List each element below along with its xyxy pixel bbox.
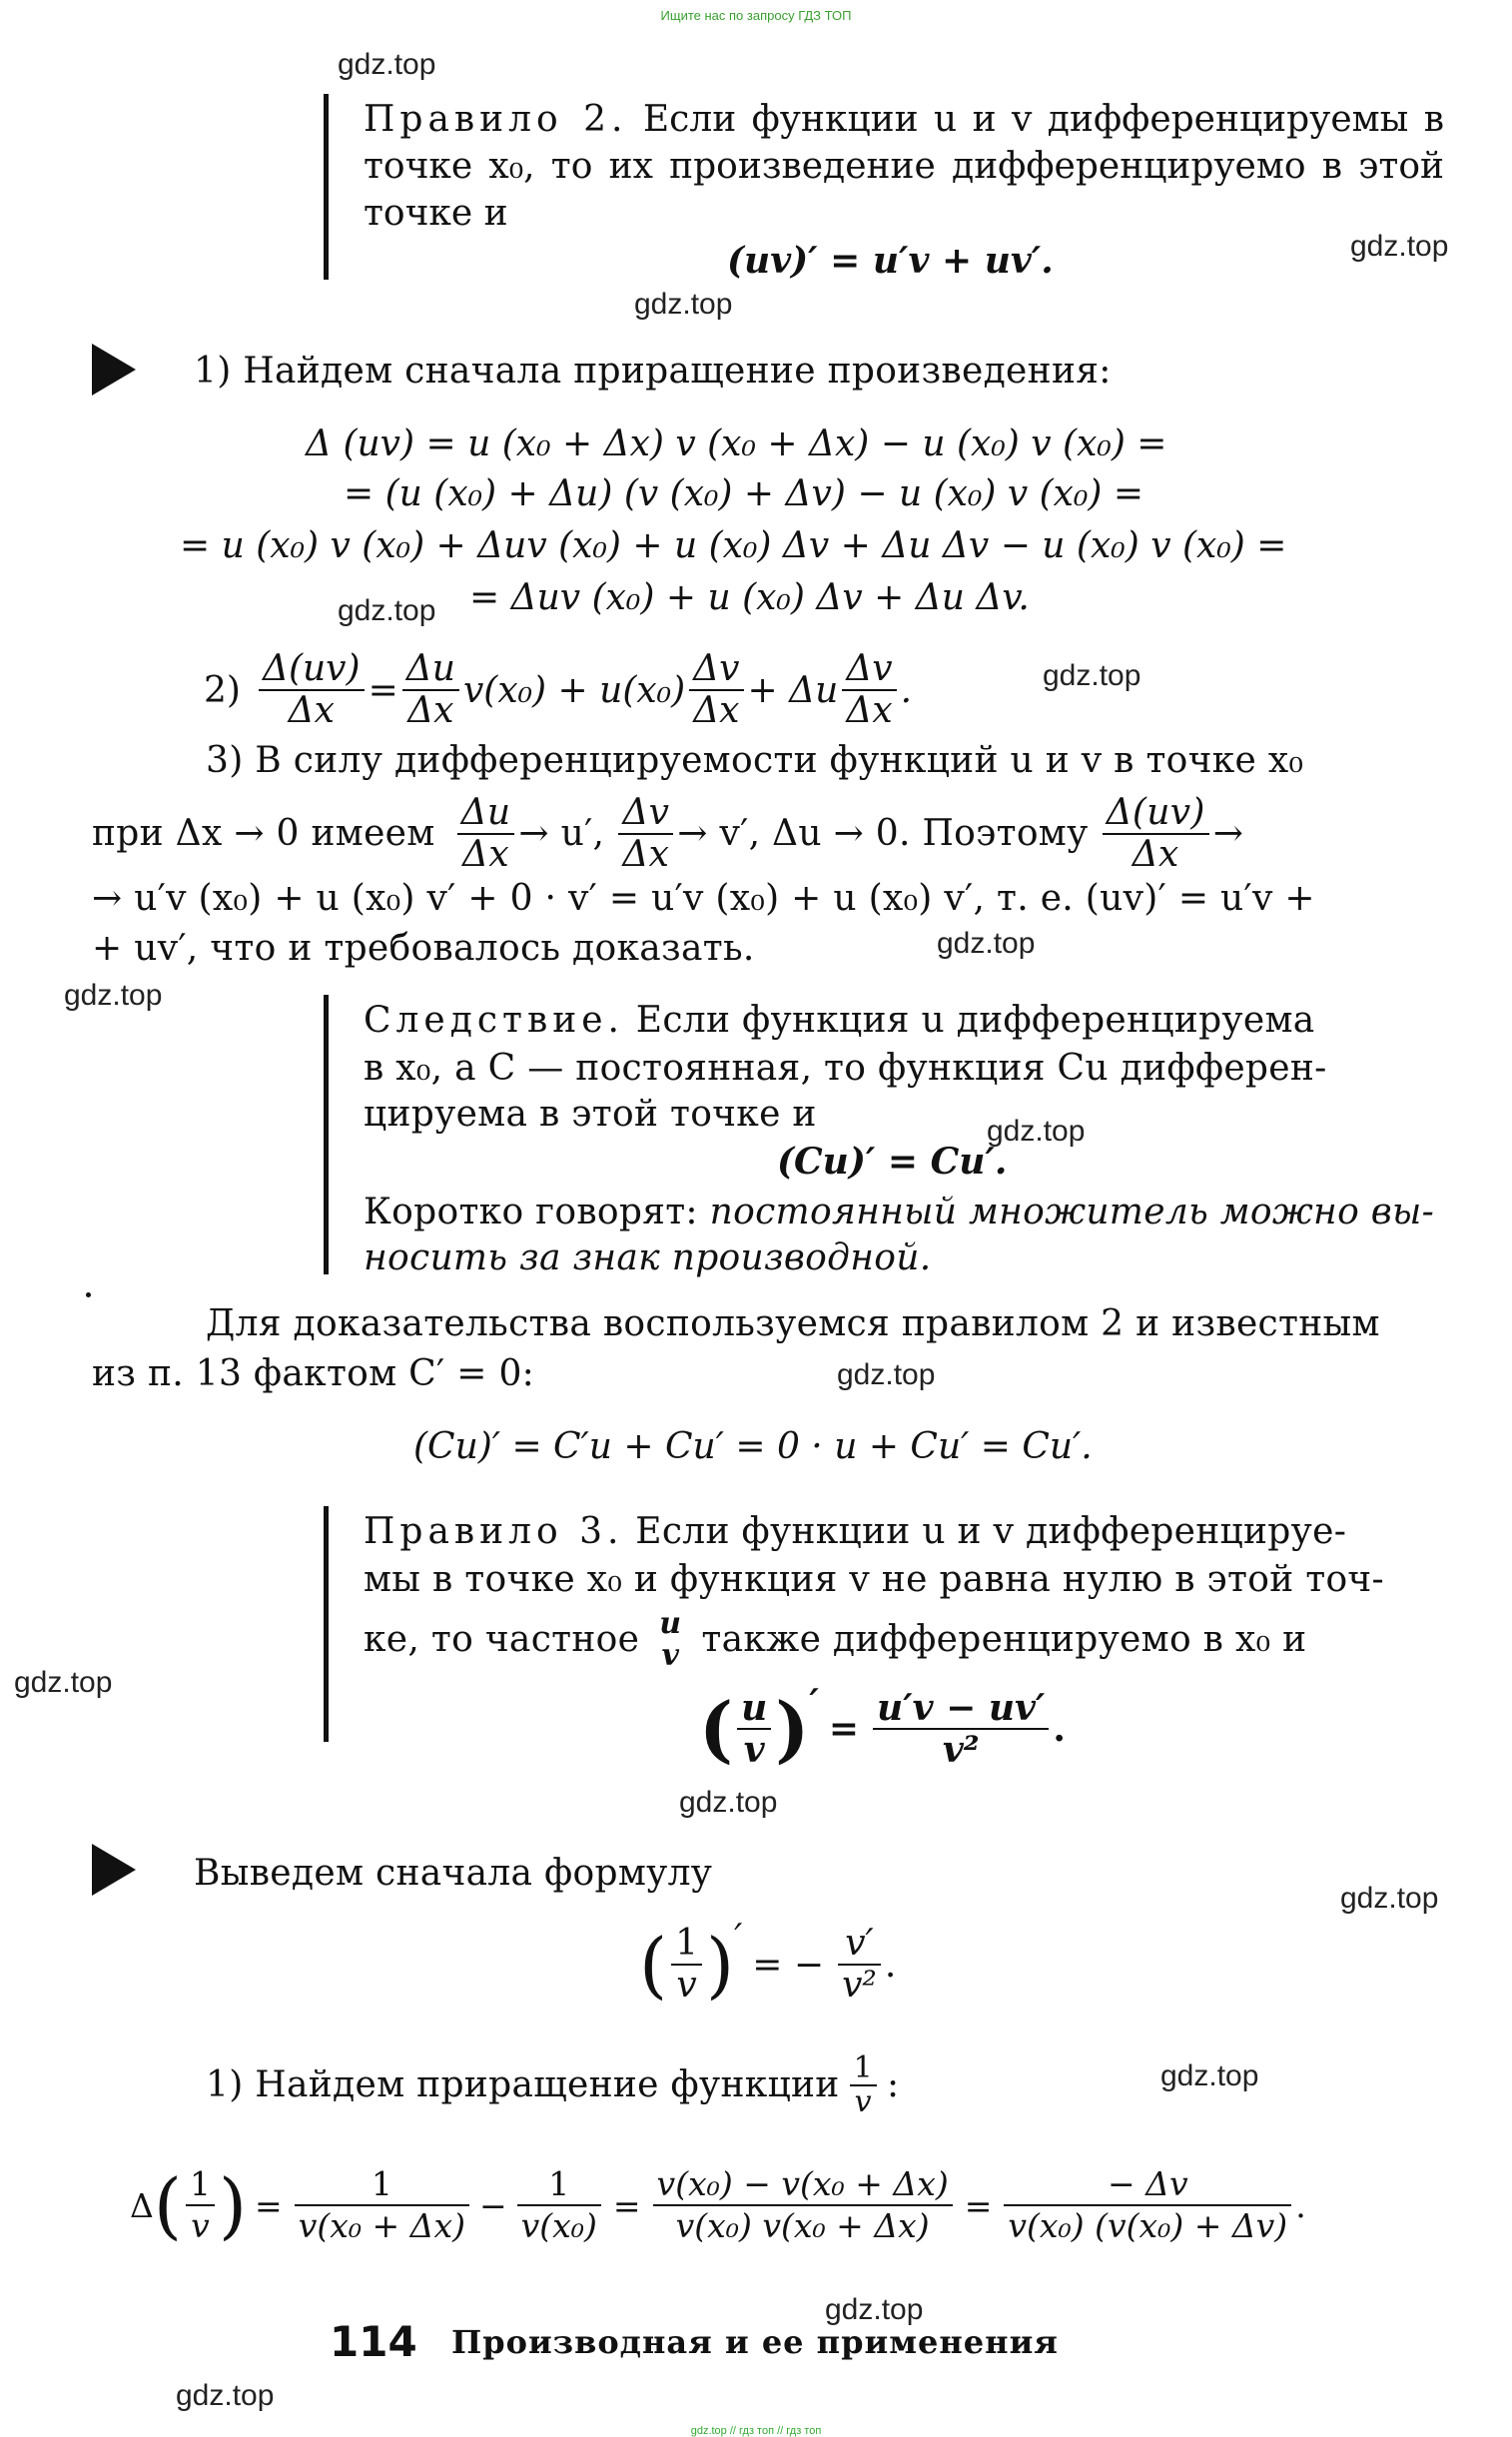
rule3-formula: ( $\frac{u}{v}$ ) ′ = $\frac{u'v - uv'}{\text{v²}}$ . xyxy=(699,1682,1066,1771)
watermark: gdz.top xyxy=(176,2379,275,2412)
proof1-eq1: Δ (uv) = u (x₀ + Δx) v (x₀ + Δx) − u (x₀) v (x₀) = xyxy=(306,423,1167,464)
rule2-title: Правило 2. xyxy=(364,99,628,140)
corollary-line3: цируема в этой точке и xyxy=(364,1094,817,1135)
proof1-step3-line2: при Δx → 0 имеем $\frac{\Delta u}{\Delta x}$ → u′, $\frac{\Delta v}{\Delta x}$ → v′, Δu → 0. Поэтому $\frac{\Delta(uv)}{\Delta x}$ → xyxy=(92,792,1244,875)
fraction: $\frac{u'v - uv'}{\text{v²}}$ xyxy=(873,1688,1049,1770)
fraction: $\frac{\Delta v}{\Delta x}$ xyxy=(618,793,673,875)
corollary-short-b: постоянный множитель можно вы- xyxy=(709,1192,1435,1232)
watermark: gdz.top xyxy=(338,594,436,627)
watermark: gdz.top xyxy=(1043,659,1141,692)
corollary-short-a: Коротко говорят: xyxy=(364,1192,698,1232)
proof1-eq2: = (u (x₀) + Δu) (v (x₀) + Δv) − u (x₀) v (x₀) = xyxy=(344,473,1144,514)
derive-delta: Δ ( $\frac{1}{v}$ ) = $\frac{1}{\text{v(x₀ + Δx)}}$ − $\frac{1}{\text{v(x₀)}}$ = $\frac{\text{v(x₀) − v(x₀ + Δx)}}{\text{v(x₀) v(x₀ + Δx)}}$ = $\frac{- \Delta v}{\text{v(x₀) (v(x₀) + Δv)}}$ . xyxy=(130,2163,1306,2247)
corollary-line1 xyxy=(364,997,1444,1045)
rule2-text: Если функции u и v дифференцируемы в точке x₀, то их произведение дифференцируемо в этой точке и xyxy=(364,99,1444,234)
watermark: gdz.top xyxy=(837,1358,936,1391)
fraction: $\frac{1}{v}$ xyxy=(671,1924,702,2006)
rule3-line3b: также дифференцируемо в x₀ и xyxy=(701,1619,1307,1660)
rule3-title: Правило 3. xyxy=(364,1511,624,1552)
proofc-line2: из п. 13 фактом C′ = 0: xyxy=(92,1353,535,1394)
fraction: $\frac{\Delta(uv)}{\Delta x}$ xyxy=(1103,793,1209,875)
rule3-text1: Если функции u и v дифференцируе- xyxy=(635,1511,1347,1552)
watermark: gdz.top xyxy=(987,1115,1086,1148)
watermark: gdz.top xyxy=(937,927,1036,960)
rule3-line2: мы в точке x₀ и функция v не равна нулю в этой точ- xyxy=(364,1559,1384,1600)
rule2-formula: (uv)′ = u′v + uv′. xyxy=(727,240,1054,282)
proofc-line1: Для доказательства воспользуемся правилом 2 и известным xyxy=(206,1303,1380,1344)
proofc-formula: (Cu)′ = C′u + Cu′ = 0 · u + Cu′ = Cu′. xyxy=(413,1426,1093,1467)
derive-formula: ( $\frac{1}{v}$ ) ′ = − $\frac{v'}{\text{v²}}$ . xyxy=(639,1918,897,2007)
corollary-formula: (Cu)′ = Cu′. xyxy=(777,1141,1008,1183)
proof1-step3-line4: + uv′, что и требовалось доказать. xyxy=(92,928,755,969)
rule3-line3a: ке, то частное xyxy=(364,1619,640,1660)
proof1-eq4: = Δuv (x₀) + u (x₀) Δv + Δu Δv. xyxy=(469,577,1030,618)
watermark: gdz.top xyxy=(679,1786,778,1819)
rule3-line1 xyxy=(364,1508,1346,1556)
page-number: 114 xyxy=(330,2317,417,2366)
corollary-short-c: носить за знак производной. xyxy=(364,1237,932,1278)
watermark: gdz.top xyxy=(825,2293,924,2326)
step3-a: при Δx → 0 имеем xyxy=(92,813,435,854)
watermark: gdz.top xyxy=(14,1666,113,1699)
watermark: gdz.top xyxy=(338,48,436,81)
watermark: gdz.top xyxy=(64,979,163,1012)
derive-step1-text: 1) Найдем приращение функции xyxy=(206,2064,840,2105)
rule3-bar xyxy=(324,1506,329,1742)
proof1-eq3: = u (x₀) v (x₀) + Δuv (x₀) + u (x₀) Δv + Δu Δv − u (x₀) v (x₀) = xyxy=(180,525,1287,566)
derive-step1: 1) Найдем приращение функции $\frac{1}{v}$ : xyxy=(206,2050,900,2119)
ink-dot xyxy=(86,1292,91,1297)
proof1-step1: 1) Найдем сначала приращение произведения: xyxy=(194,351,1112,392)
rule-bar xyxy=(324,94,329,280)
corollary-short xyxy=(364,1189,1434,1236)
rule3-line3 xyxy=(364,1600,1306,1680)
fraction: $\frac{\Delta v}{\Delta x}$ xyxy=(689,649,743,731)
footer-watermark: gdz.top // гдз топ // гдз топ xyxy=(690,2425,822,2437)
corollary-title: Следствие. xyxy=(364,1000,624,1041)
header-watermark: Ищите нас по запросу ГДЗ ТОП xyxy=(660,8,852,23)
fraction: u v xyxy=(659,1606,682,1673)
proof1-step3-line1: 3) В силу дифференцируемости функций u и v в точке x₀ xyxy=(206,740,1304,781)
fraction: $\frac{u}{v}$ xyxy=(737,1688,771,1770)
proof1-step3-line3: → u′v (x₀) + u (x₀) v′ + 0 · v′ = u′v (x₀) + u (x₀) v′, т. е. (uv)′ = u′v + xyxy=(92,878,1315,919)
corollary-bar xyxy=(324,995,329,1274)
proof-marker-icon xyxy=(92,1844,136,1896)
proof1-step2: 2) $\frac{\Delta(uv)}{\Delta x}$ = $\frac{\Delta u}{\Delta x}$ v(x₀) + u(x₀) $\frac{\Delta v}{\Delta x}$ + Δu $\frac{\Delta v}{\Delta x}$ . xyxy=(204,648,913,731)
fraction: $\frac{\Delta(uv)}{\Delta x}$ xyxy=(259,649,365,731)
step3-b: → u′, xyxy=(518,813,605,854)
fraction: $\frac{v'}{\text{v²}}$ xyxy=(838,1924,881,2006)
chapter-title: Производная и ее применения xyxy=(451,2323,1059,2361)
fraction: $\frac{- \Delta v}{\text{v(x₀) (v(x₀) + Δv)}}$ xyxy=(1004,2164,1291,2246)
watermark: gdz.top xyxy=(1340,1882,1439,1915)
watermark: gdz.top xyxy=(634,288,733,321)
watermark: gdz.top xyxy=(1160,2059,1259,2092)
step2-label: 2) xyxy=(204,669,241,711)
fraction: $\frac{\Delta u}{\Delta x}$ xyxy=(457,793,515,875)
proof-marker-icon xyxy=(92,344,136,396)
corollary-text1: Если функция u дифференцируема xyxy=(635,1000,1315,1041)
watermark: gdz.top xyxy=(1350,230,1449,263)
fraction: $\frac{1}{v}$ xyxy=(186,2164,215,2246)
fraction: $\frac{1}{\text{v(x₀ + Δx)}}$ xyxy=(295,2164,469,2246)
fraction: $\frac{\text{v(x₀) − v(x₀ + Δx)}}{\text{v(x₀) v(x₀ + Δx)}}$ xyxy=(653,2164,953,2246)
fraction: $\frac{1}{\text{v(x₀)}}$ xyxy=(517,2164,601,2246)
step3-c: → v′, Δu → 0. Поэтому xyxy=(677,813,1089,854)
derive-intro: Выведем сначала формулу xyxy=(194,1853,713,1894)
rule2-block xyxy=(364,96,1444,237)
corollary-line2: в x₀, а C — постоянная, то функция Cu дифферен- xyxy=(364,1048,1327,1089)
fraction: $\frac{\Delta v}{\Delta x}$ xyxy=(842,649,896,731)
fraction: $\frac{1}{v}$ xyxy=(850,2052,877,2118)
fraction: $\frac{\Delta u}{\Delta x}$ xyxy=(402,649,459,731)
